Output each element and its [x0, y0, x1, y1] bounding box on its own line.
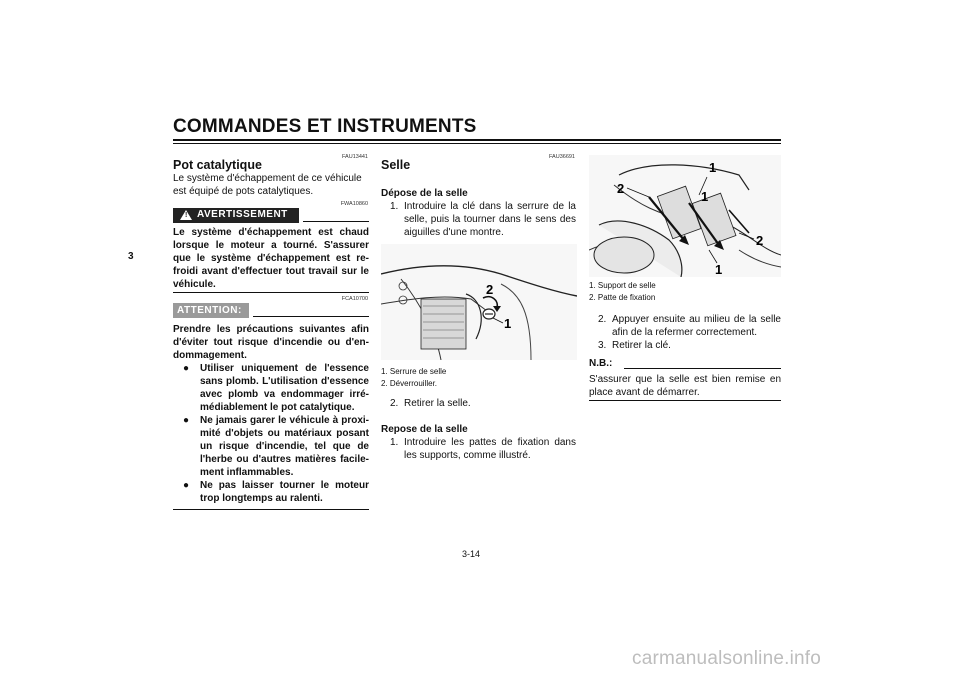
intro-text: Le système d'échappement de ce véhicule est équipé de pots catalytiques. [173, 173, 362, 197]
nb-text: S'assurer que la selle est bien remise en place avant de démarrer. [589, 374, 781, 398]
bullet-icon: ● [183, 363, 190, 374]
seat-bracket-illustration [589, 155, 781, 277]
step-item: 1. Introduire les pattes de fixation dans les supports, comme illustré. [390, 437, 576, 461]
section-heading-seat: Selle [381, 158, 411, 172]
warning-end-rule [173, 292, 369, 293]
attention-rule [253, 316, 369, 317]
seat-lock-figure [381, 244, 577, 360]
warning-text: Le système d'échappement est chaud lorsque le moteur a tourné. S'assurer que le système d'échappement est re- froidi avant d'effectuer tout travail sur le véhicule. [173, 227, 369, 290]
nb-end-rule [589, 400, 781, 401]
figure-caption: 1. Serrure de selle 2. Déverrouiller. [381, 367, 447, 388]
bullet-icon: ● [183, 415, 190, 426]
section-tab: 3 [128, 251, 134, 262]
ref-code: FWA10860 [340, 201, 368, 207]
subheading-installation: Repose de la selle [381, 424, 468, 435]
figure-caption: 1. Support de selle 2. Patte de fixation [589, 281, 656, 302]
bullet-item: ● Utiliser uniquement de l'essence sans plomb. L'utilisation d'essence avec plomb va endommager irré- médiablement le pot catalytique. [183, 363, 369, 413]
step-item: 2. Retirer la selle. [390, 398, 471, 409]
attention-end-rule [173, 509, 369, 510]
figure-callout: 1 [715, 262, 723, 277]
figure-callout: 2 [756, 233, 764, 248]
ref-code: FCA10700 [341, 296, 368, 302]
ref-code: FAU36691 [549, 154, 575, 160]
figure-callout: 1 [504, 316, 512, 331]
bullet-item: ● Ne jamais garer le véhicule à proxi- mité d'objets ou matériaux posant un risque d'incendie, tel que de l'herbe ou d'autres matières facile- ment inflammables. [183, 415, 369, 478]
seat-lock-illustration [381, 244, 577, 360]
header-rule [173, 139, 781, 141]
seat-bracket-figure [589, 155, 781, 277]
header-rule-thin [173, 143, 781, 144]
warning-label-box: ! AVERTISSEMENT [173, 208, 299, 223]
figure-callout: 1 [709, 160, 717, 175]
figure-callout: 1 [701, 189, 709, 204]
bullet-item: ● Ne pas laisser tourner le moteur trop longtemps au ralenti. [183, 480, 369, 504]
section-heading-catalytic: Pot catalytique [173, 158, 262, 172]
attention-intro: Prendre les précautions suivantes afin d'éviter tout risque d'incendie ou d'en- dommagement. [173, 324, 369, 361]
page-number: 3-14 [462, 549, 481, 559]
warning-rule [303, 221, 369, 222]
step-item: 1. Introduire la clé dans la serrure de la selle, puis la tourner dans le sens des aiguilles d'une montre. [390, 201, 576, 238]
step-item: 2. Appuyer ensuite au milieu de la selle afin de la refermer correctement. [598, 314, 781, 338]
watermark: carmanualsonline.info [632, 648, 822, 669]
ref-code: FAU13441 [342, 154, 368, 160]
figure-callout: 2 [617, 181, 625, 196]
figure-callout: 2 [486, 282, 494, 297]
nb-label: N.B.: [589, 358, 613, 369]
subheading-removal: Dépose de la selle [381, 188, 468, 199]
step-item: 3. Retirer la clé. [598, 340, 671, 351]
nb-rule [624, 368, 781, 369]
attention-label-box: ATTENTION: [173, 303, 249, 318]
bullet-icon: ● [183, 480, 190, 491]
page-title: COMMANDES ET INSTRUMENTS [173, 116, 477, 137]
